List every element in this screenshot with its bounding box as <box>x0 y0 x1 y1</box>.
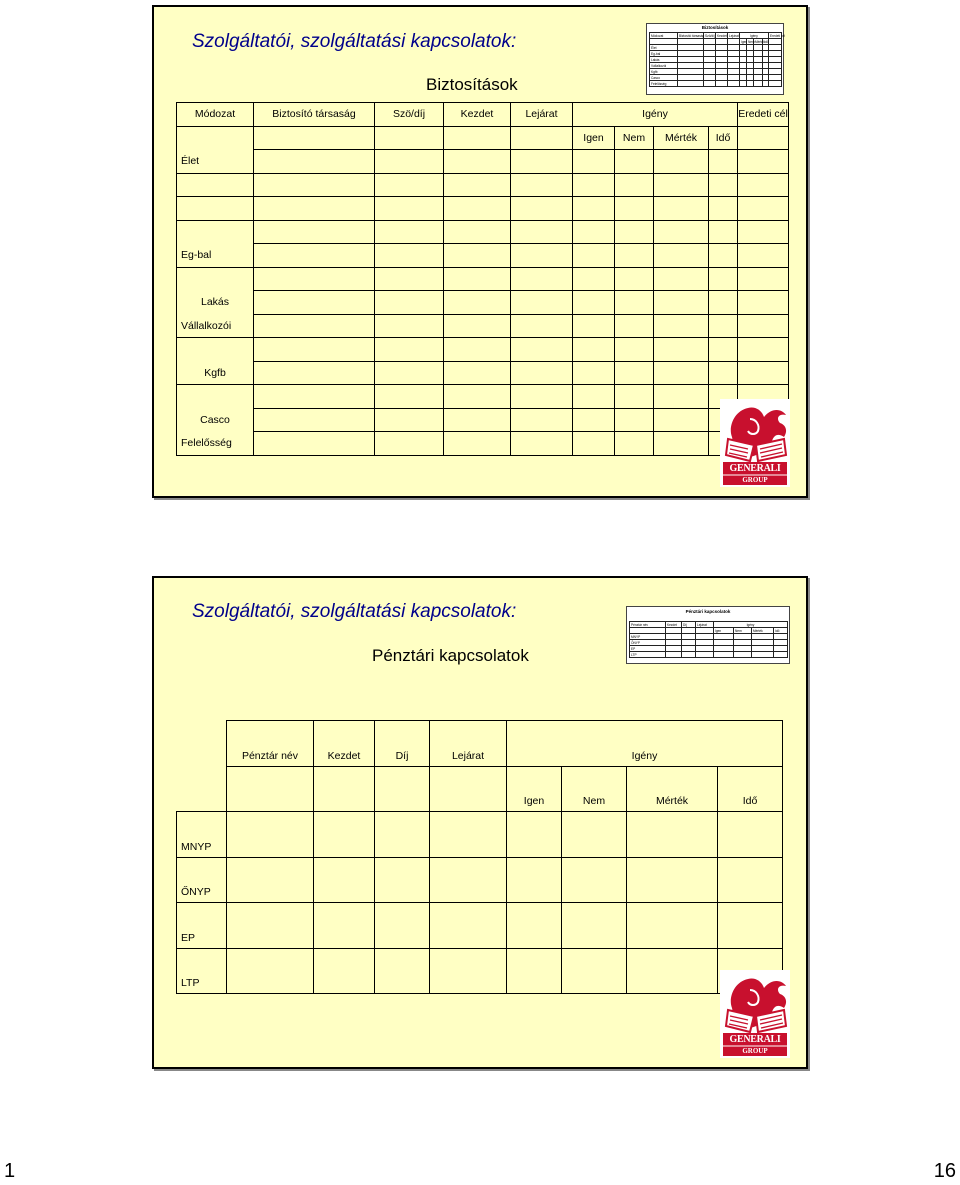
thumb-row: LTP <box>630 652 666 658</box>
thumb-sub: Nem <box>748 39 755 44</box>
thumb-row: Vállalkozói <box>650 63 678 69</box>
row-label: Lakás <box>177 291 254 315</box>
thumb-sub: Mérték <box>755 39 765 44</box>
row-label: Vállalkozói <box>177 314 254 338</box>
header-igeny: Igény <box>573 103 738 127</box>
thumb-header: Kezdet <box>717 33 727 38</box>
header-modozat: Módozat <box>177 103 254 127</box>
row-label: Casco <box>177 408 254 432</box>
slide-biztositasok <box>152 5 808 498</box>
sub-nem: Nem <box>562 766 627 812</box>
thumb-sub: Igen <box>741 39 748 44</box>
logo-brand: GENERALI <box>729 463 781 474</box>
header-szodij: Szö/díj <box>375 103 444 127</box>
header-kezdet: Kezdet <box>314 721 375 767</box>
thumb-header: Módozat <box>650 33 678 39</box>
thumb-header: Szö/díj <box>705 33 715 38</box>
page-number-right: 16 <box>933 1160 956 1182</box>
thumbnail-table <box>629 621 788 658</box>
slide-subtitle: Biztosítások <box>426 75 518 94</box>
logo-group: GROUP <box>742 476 768 484</box>
thumb-header: Kezdet <box>666 622 682 628</box>
row-label: Kgfb <box>177 361 254 385</box>
header-penztar-nev: Pénztár név <box>227 721 314 767</box>
row-label: Eg-bal <box>177 244 254 268</box>
thumb-header: Pénztár név <box>630 622 666 628</box>
row-label: MNYP <box>177 812 227 858</box>
sub-mertek: Mérték <box>654 126 709 150</box>
sub-ido: Idő <box>718 766 783 812</box>
table-thumbnail <box>646 23 784 95</box>
thumb-row: Felelősség <box>650 81 678 87</box>
sub-nem: Nem <box>615 126 654 150</box>
insurance-table <box>176 102 789 456</box>
header-igeny: Igény <box>507 721 783 767</box>
thumb-sub: Idő <box>774 628 788 634</box>
slide-penztari <box>152 576 808 1069</box>
sub-igen: Igen <box>507 766 562 812</box>
thumb-row: Eg-bal <box>650 51 678 57</box>
thumb-row: Casco <box>650 75 678 81</box>
slide-subtitle: Pénztári kapcsolatok <box>372 646 529 665</box>
thumb-header: Lejárat <box>729 33 739 38</box>
thumb-header: Biztosító társaság <box>679 33 705 38</box>
thumb-sub: Mérték <box>752 628 774 634</box>
thumb-sub: Idő <box>764 39 769 44</box>
thumb-sub: Igen <box>714 628 734 634</box>
thumb-header: Igény <box>714 622 788 628</box>
header-lejarat: Lejárat <box>511 103 573 127</box>
row-label: Felelősség <box>177 432 254 456</box>
sub-ido: Idő <box>709 126 738 150</box>
sub-mertek: Mérték <box>627 766 718 812</box>
thumb-header: Igény <box>740 33 769 39</box>
thumb-header: Lejárat <box>696 622 714 628</box>
slide-title: Szolgáltatói, szolgáltatási kapcsolatok: <box>192 31 517 52</box>
thumb-header: Díj <box>682 622 696 628</box>
header-kezdet: Kezdet <box>444 103 511 127</box>
generali-logo <box>720 970 790 1058</box>
row-label: Élet <box>177 150 254 174</box>
thumb-row: Kgfb <box>650 69 678 75</box>
sub-igen: Igen <box>573 126 615 150</box>
thumbnail-title: Pénztári kapcsolatok <box>685 609 731 614</box>
thumbnail-table <box>649 32 786 87</box>
header-lejarat: Lejárat <box>430 721 507 767</box>
thumb-header: Eredeti cél <box>770 33 786 38</box>
page-number-left: 1 <box>4 1160 16 1182</box>
header-dij: Díj <box>375 721 430 767</box>
slide-title: Szolgáltatói, szolgáltatási kapcsolatok: <box>192 601 517 622</box>
row-label: ŐNYP <box>177 857 227 903</box>
thumb-row: MNYP <box>630 634 666 640</box>
thumb-row: Élet <box>650 45 678 51</box>
generali-logo <box>720 399 790 487</box>
logo-group: GROUP <box>742 1047 768 1055</box>
row-label: EP <box>177 903 227 949</box>
table-thumbnail <box>626 606 790 664</box>
thumb-row: EP <box>630 646 666 652</box>
header-biztosito: Biztosító társaság <box>254 103 375 127</box>
header-eredeti-cel: Eredeti cél <box>738 103 789 127</box>
pension-table <box>176 720 783 994</box>
thumb-row: Lakás <box>650 57 678 63</box>
thumb-sub: Nem <box>734 628 752 634</box>
logo-brand: GENERALI <box>729 1034 781 1045</box>
thumbnail-title: Biztosítások <box>701 25 729 30</box>
thumb-row: ŐNYP <box>630 640 666 646</box>
row-label: LTP <box>177 948 227 994</box>
